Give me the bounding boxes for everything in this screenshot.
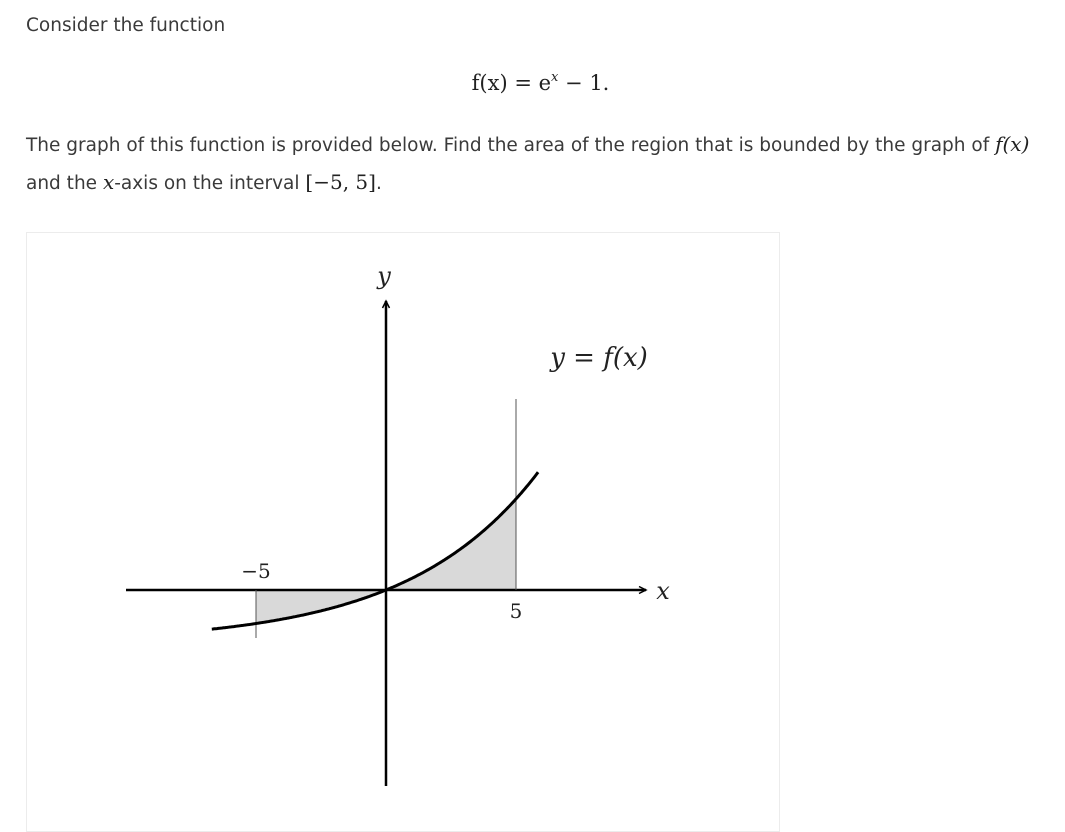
graph-svg	[1, 1, 1065, 820]
statement-end: .	[375, 173, 382, 194]
intro-text: Consider the function	[26, 15, 226, 36]
equation-lhs: f(x) = e	[471, 71, 552, 95]
statement-part3: -axis on the interval	[114, 173, 306, 194]
equation-rhs: − 1.	[558, 71, 610, 95]
tick-label-left: −5	[241, 559, 271, 583]
x-axis-label: x	[656, 577, 670, 605]
axis-variable: x	[102, 170, 115, 194]
y-axis-label: y	[377, 262, 391, 290]
interval: [−5, 5]	[305, 170, 376, 194]
statement-part2: and the	[26, 173, 103, 194]
shaded-region-positive	[386, 499, 516, 590]
statement-part1: The graph of this function is provided below. Find the area of the region that is bounded by the graph of	[26, 135, 996, 156]
equation-exponent: x	[551, 70, 559, 85]
function-reference: f(x)	[995, 132, 1030, 156]
graph-figure	[26, 232, 780, 832]
tick-label-right: 5	[509, 599, 523, 623]
curve-label: y = f(x)	[550, 343, 648, 373]
shaded-region-negative	[256, 590, 386, 624]
